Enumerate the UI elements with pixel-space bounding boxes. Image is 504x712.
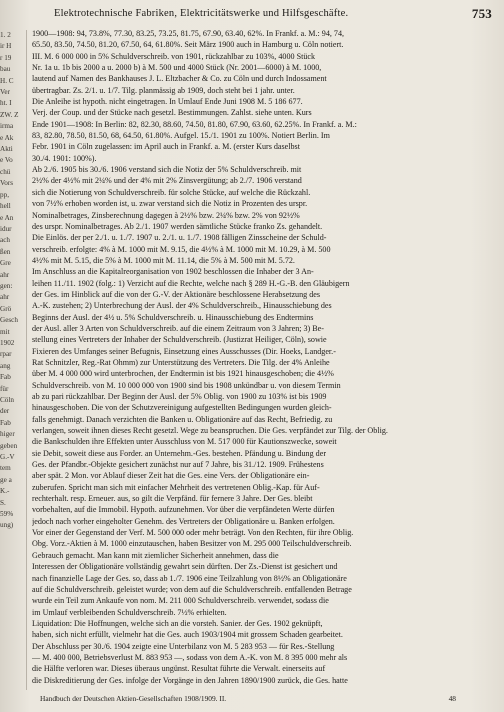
text-line: Die Einlös. der per 2./1. u. 1./7. 1907 u. 2./1. u. 1./7. 1908 fälligen Zinsscheine der Schuld- bbox=[32, 233, 327, 243]
gutter-fragment: higer bbox=[0, 430, 15, 439]
text-line: Schuldverschreib. von M. 10 000 000 von 1900 sind bis 1908 unkündbar u. von diesem Termin bbox=[32, 380, 341, 390]
gutter-fragment: idur bbox=[0, 224, 12, 233]
text-line: Die Anleihe ist hypoth. nicht eingetragen. In Umlauf Ende Juni 1908 M. 5 186 677. bbox=[32, 97, 303, 107]
gutter-fragment: ht. I bbox=[0, 99, 12, 108]
text-line: Obg. Vorz.-Aktien à M. 1000 einzutauschen, haben Besitzer von M. 295 000 Teilschuldverschreib. bbox=[32, 539, 352, 549]
text-line: — M. 400 000, Betriebsverlust M. 883 953 —, sodass von dem A.-K. von M. 8 395 000 mehr als bbox=[32, 652, 348, 662]
text-line: 2½% der 4½% mit 2¼% und der 4% mit 2% Zinsvergütung; ab 2./7. 1906 verstand bbox=[32, 176, 302, 186]
gutter-fragment: geben bbox=[0, 441, 18, 450]
text-line: rechterhalt. resp. Erneuer. aus, so gilt die Verpfänd. für fernere 3 Jahre. Der Ges. bleibt bbox=[32, 494, 313, 504]
text-line bbox=[32, 686, 496, 688]
text-line: 1900—1908: 94, 73.8%, 77.30, 83.25, 73.25, 81.75, 67.90, 63.40, 62%. In Frankf. a. M.: 94, 74, bbox=[32, 29, 345, 38]
text-line: jedoch nach vorher eingeholter Genehm. des Vertreters der Obligationäre u. Banken erfolgen. bbox=[32, 516, 335, 526]
text-line: Der Abschluss per 30./6. 1904 zeigte eine Unterbilanz von M. 5 283 953 — für Res.-Stellung bbox=[32, 641, 335, 651]
text-line: Fixieren des Umfanges seiner Befugnis, Einsetzung eines Ausschusses (Dir. Hoeks, Landger.- bbox=[32, 346, 336, 356]
gutter-fragment: ahr bbox=[0, 270, 10, 279]
gutter-fragment: ach bbox=[0, 236, 10, 245]
gutter-fragment: 1. 2 bbox=[0, 31, 11, 39]
text-line: übertragbar. Zs. 2/1. u. 1/7. Tilg. planmässig ab 1909, doch steht bei 1 jahr. unter. bbox=[32, 85, 295, 95]
text-line: auf die Schuldverschreib. geleistet wurde; von dem auf die Schuldverschreib. entfallenden Betrage bbox=[32, 584, 352, 594]
footer-signature: 48 bbox=[448, 694, 456, 703]
gutter-fragment: rpar bbox=[0, 350, 12, 359]
text-line: verschreib. erfolgte: 4% à M. 1000 mit M. 9.15, die 4½% à M. 1000 mit M. 10.29, à M. 500 bbox=[32, 244, 331, 254]
text-line: leihen 11./11. 1902 (folg.: 1) Verzicht auf die Rechte, welche nach § 289 H.-G.-B. den Gläubigern bbox=[32, 278, 350, 288]
text-line: die Bankschulden ihre Effekten unter Ausschluss von M. 517 000 für Kautionszwecke, soweit bbox=[32, 437, 337, 447]
text-line: sich die Notierung von Schuldverschreib. für solche Stücke, auf welche die Rückzahl. bbox=[32, 187, 311, 197]
gutter-fragment: 59% bbox=[0, 510, 14, 519]
text-line: III. M. 6 000 000 in 5% Schuldverschreib. von 1901, rückzahlbar zu 103%, 4000 Stück bbox=[32, 51, 316, 61]
text-line: von 7½% erhoben worden ist, u. zwar verstand sich die Notiz in Prozenten des urspr. bbox=[32, 199, 308, 209]
text-line: Ab 2./6. 1905 bis 30./6. 1906 verstand sich die Notiz der 5% Schuldverschreib. mit bbox=[32, 165, 302, 175]
gutter-fragment: gen: bbox=[0, 281, 13, 290]
gutter-fragment: 1902 bbox=[0, 338, 15, 347]
gutter-fragment: für bbox=[0, 384, 9, 393]
gutter-fragment: ßen bbox=[0, 247, 11, 256]
text-line: Verj. der Coup. und der Stücke nach gesetzl. Bestimmungen. Zahlst. siehe unten. Kurs bbox=[32, 108, 312, 118]
text-line: vorbehalten, auf die Immobil. Hypoth. aufzunehmen. Vor über die verpfändeten Werte dürfen bbox=[32, 505, 335, 515]
text-line: Vor einer der Gegenstand der Verf. M. 500 000 oder mehr beträgt. Von den Rechten, für ihre Oblig. bbox=[32, 528, 354, 538]
gutter-fragment: hell bbox=[0, 202, 11, 211]
text-line: Beginns der Ausl. der 4½ u. 5% Schuldverschreib. u. Hinausschiebung des Endtermins bbox=[32, 312, 314, 322]
text-line: Febr. 1901 in Cöln zugelassen: im April auch in Frankf. a. M. (erster Kurs daselbst bbox=[32, 142, 300, 152]
body-text bbox=[32, 28, 496, 688]
gutter-fragment: Grö bbox=[0, 304, 12, 313]
gutter-fragment: der bbox=[0, 407, 10, 416]
gutter-fragment: Gre bbox=[0, 259, 11, 268]
text-line: über M. 4 000 000 wird unterbrochen, der Endtermin ist bis 1921 hinausgeschoben; die 4½% bbox=[32, 369, 334, 379]
gutter-fragment: mit bbox=[0, 327, 10, 336]
text-line: nach finanzielle Lage der Ges. so, dass ab 1./7. 1906 eine Teilzahlung von 8½% an Obligationäre bbox=[32, 573, 347, 583]
gutter-fragment: ge a bbox=[0, 475, 12, 484]
text-line: der Ges. im Hinblick auf die von der G.-V. der Aktionäre beschlossene Herabsetzung des bbox=[32, 289, 320, 299]
text-line: die Hälfte verloren war. Dieses überaus ungünst. Resultat führte die Verwalt. einerseits auf bbox=[32, 664, 326, 674]
running-header bbox=[40, 6, 492, 24]
gutter-fragment: pp, bbox=[0, 190, 9, 199]
text-line: Ges. der Pfandbr.-Objekte gesichert zunächst nur auf 7 Jahre, bis 31./12. 1909. Frühestens bbox=[32, 460, 324, 470]
text-line: haben, sich nicht erfüllt, vielmehr hat die Ges. auch 1903/1904 mit grossem Schaden gearbeitet. bbox=[32, 630, 343, 640]
gutter-fragment: H. C bbox=[0, 76, 14, 85]
text-line: der Ausl. aller 3 Arten von Schuldverschreib. auf die einem Zeitraum von 3 Jahren; 3) Be- bbox=[32, 323, 324, 333]
footer-source: Handbuch der Deutschen Aktien-Gesellschaften 1908/1909. II. bbox=[40, 694, 227, 703]
gutter-fragment: Gesch bbox=[0, 316, 18, 325]
text-line: Ende 1901—1908: In Berlin: 82, 82.30, 88.60, 74.50, 81.80, 67.90, 63.60, 62.25%. In Frankf. a. M.: bbox=[32, 119, 357, 129]
text-line: sie Debit, soweit diese aus Forder. an Unternehm.-Ges. bestehen. Pfändung u. Bindung der bbox=[32, 448, 327, 458]
text-line: Rat Schnitzler, Reg.-Rat Ohmm) zur Unterstützung des Vertreters. Die Tilg. der 4% Anleihe bbox=[32, 357, 330, 367]
text-line: 30./4. 1901: 100%). bbox=[32, 153, 97, 163]
gutter-fragment: S. bbox=[0, 498, 6, 507]
gutter-fragment: Vors bbox=[0, 179, 14, 188]
gutter-fragment: Fab bbox=[0, 418, 11, 427]
text-line: stellung eines Vertreters der Inhaber der Schuldverschreib. (Justizrat Heiliger, Cöln), sowie bbox=[32, 335, 327, 345]
text-line: Gebrauch gemacht. Man kann mit ziemlicher Sicherheit annehmen, dass die bbox=[32, 550, 279, 560]
gutter-fragment: e Ak bbox=[0, 133, 14, 142]
gutter-fragment: ang bbox=[0, 361, 11, 370]
text-line: ab zu pari rückzahlbar. Der Beginn der Ausl. der 5% Oblig. von 1900 zu 103% ist bis 1909 bbox=[32, 392, 327, 401]
text-line: verlangen, soweit ihnen dieses Recht gesetzl. Wege zu beanspruchen. Die Ges. verpfändet zur Tilg. der Oblig. bbox=[32, 426, 388, 436]
text-line: A.-K. zustehen; 2) Unterbrechung der Ausl. der 4% Schuldverschreib., Hinausschiebung des bbox=[32, 301, 332, 311]
text-line: des urspr. Nominalbetrages. Ab 2./1. 1907 werden sämtliche Stücke franko Zs. gehandelt. bbox=[32, 221, 323, 231]
gutter-fragment: e An bbox=[0, 213, 14, 222]
page-footer bbox=[40, 694, 492, 708]
left-margin-gutter bbox=[0, 30, 27, 690]
gutter-fragment: tem bbox=[0, 464, 11, 473]
gutter-fragment: Fab bbox=[0, 373, 11, 382]
gutter-fragment: Ver bbox=[0, 88, 10, 97]
gutter-fragment: irma bbox=[0, 122, 14, 131]
gutter-fragment: ung) bbox=[0, 521, 14, 530]
gutter-fragment: K.- bbox=[0, 487, 10, 496]
gutter-fragment: Cöln bbox=[0, 396, 14, 404]
gutter-fragment: ZW. Z bbox=[0, 110, 19, 119]
text-line: 83, 82.80, 78.50, 81.50, 68, 64.50, 61.80%. Aufgel. 15./1. 1901 zu 100%. Notiert Berlin. Im bbox=[32, 131, 330, 141]
gutter-fragment: ir H bbox=[0, 42, 12, 51]
gutter-fragment: e Vo bbox=[0, 156, 13, 165]
text-line: Liquidation: Die Hoffnungen, welche sich an die vorsteh. Sanier. der Ges. 1902 geknüpft, bbox=[32, 618, 323, 628]
text-line: wurde ein Teil zum Ankaufe von nom. M. 211 000 Schuldverschreib. verwendet, sodass die bbox=[32, 596, 329, 606]
text-line: aber spät. 2 Mon. vor Ablauf dieser Zeit hat die Ges. eine Vers. der Obligationäre ein- bbox=[32, 471, 310, 481]
page-number: 753 bbox=[471, 6, 492, 21]
text-line: lautend auf Namen des Bankhauses J. L. Eltzbacher & Co. zu Cöln und durch Indossament bbox=[32, 74, 327, 84]
gutter-fragment: Akti bbox=[0, 145, 13, 154]
text-line: zuberufen. Spricht man sich mit einfacher Mehrheit des vertretenen Oblig.-Kap. für Auf- bbox=[32, 482, 320, 492]
gutter-fragment: G.-V bbox=[0, 453, 15, 462]
text-line: die Diskreditierung der Ges. infolge der Vorgänge in den Jahren 1890/1900 zurück, die Ges. hatte bbox=[32, 675, 348, 685]
gutter-fragment: chü bbox=[0, 167, 11, 176]
gutter-fragment: ahr bbox=[0, 293, 10, 302]
gutter-fragment: r 19 bbox=[0, 53, 12, 62]
header-title: Elektrotechnische Fabriken, Elektricitätswerke und Hilfsgeschäfte. bbox=[54, 8, 349, 19]
text-line: 65.50, 83.50, 74.50, 81.20, 67.50, 64, 61.80%. Seit März 1900 auch in Hamburg u. Cöln notiert. bbox=[32, 40, 344, 50]
gutter-fragment: bau bbox=[0, 65, 11, 74]
text-line: Im Anschluss an die Kapitalreorganisation von 1902 beschlossen die Inhaber der 3 An- bbox=[32, 267, 314, 277]
text-line: falls genehmigt. Danach verzichten die Banken u. Obligationäre auf das Recht, Befriedig. zu bbox=[32, 414, 333, 424]
text-line: hinausgeschoben. Die von der Schutzvereinigung aufgestellten Bedingungen wurden gleich- bbox=[32, 403, 332, 413]
text-line: im Umlauf verbleibenden Schuldverschreib. 7½% erhielten. bbox=[32, 607, 227, 617]
text-line: Interessen der Obligationäre vollständig gewahrt sein dürften. Der Zs.-Dienst ist gesichert und bbox=[32, 562, 338, 572]
text-line: Nominalbetrages, Zinsberechnung dagegen à 2½% bzw. 2¼% bzw. 2% von 92½% bbox=[32, 210, 300, 220]
text-line: Nr. 1a u. 1b bis 2000 a u. 2000 b) à M. 500 und 4000 Stück (Nr. 2001—6000) à M. 1000, bbox=[32, 63, 322, 73]
text-line: 4½% mit M. 5.15, die 5% à M. 1000 mit M. 11.14, die 5% à M. 500 mit M. 5.72. bbox=[32, 255, 295, 265]
